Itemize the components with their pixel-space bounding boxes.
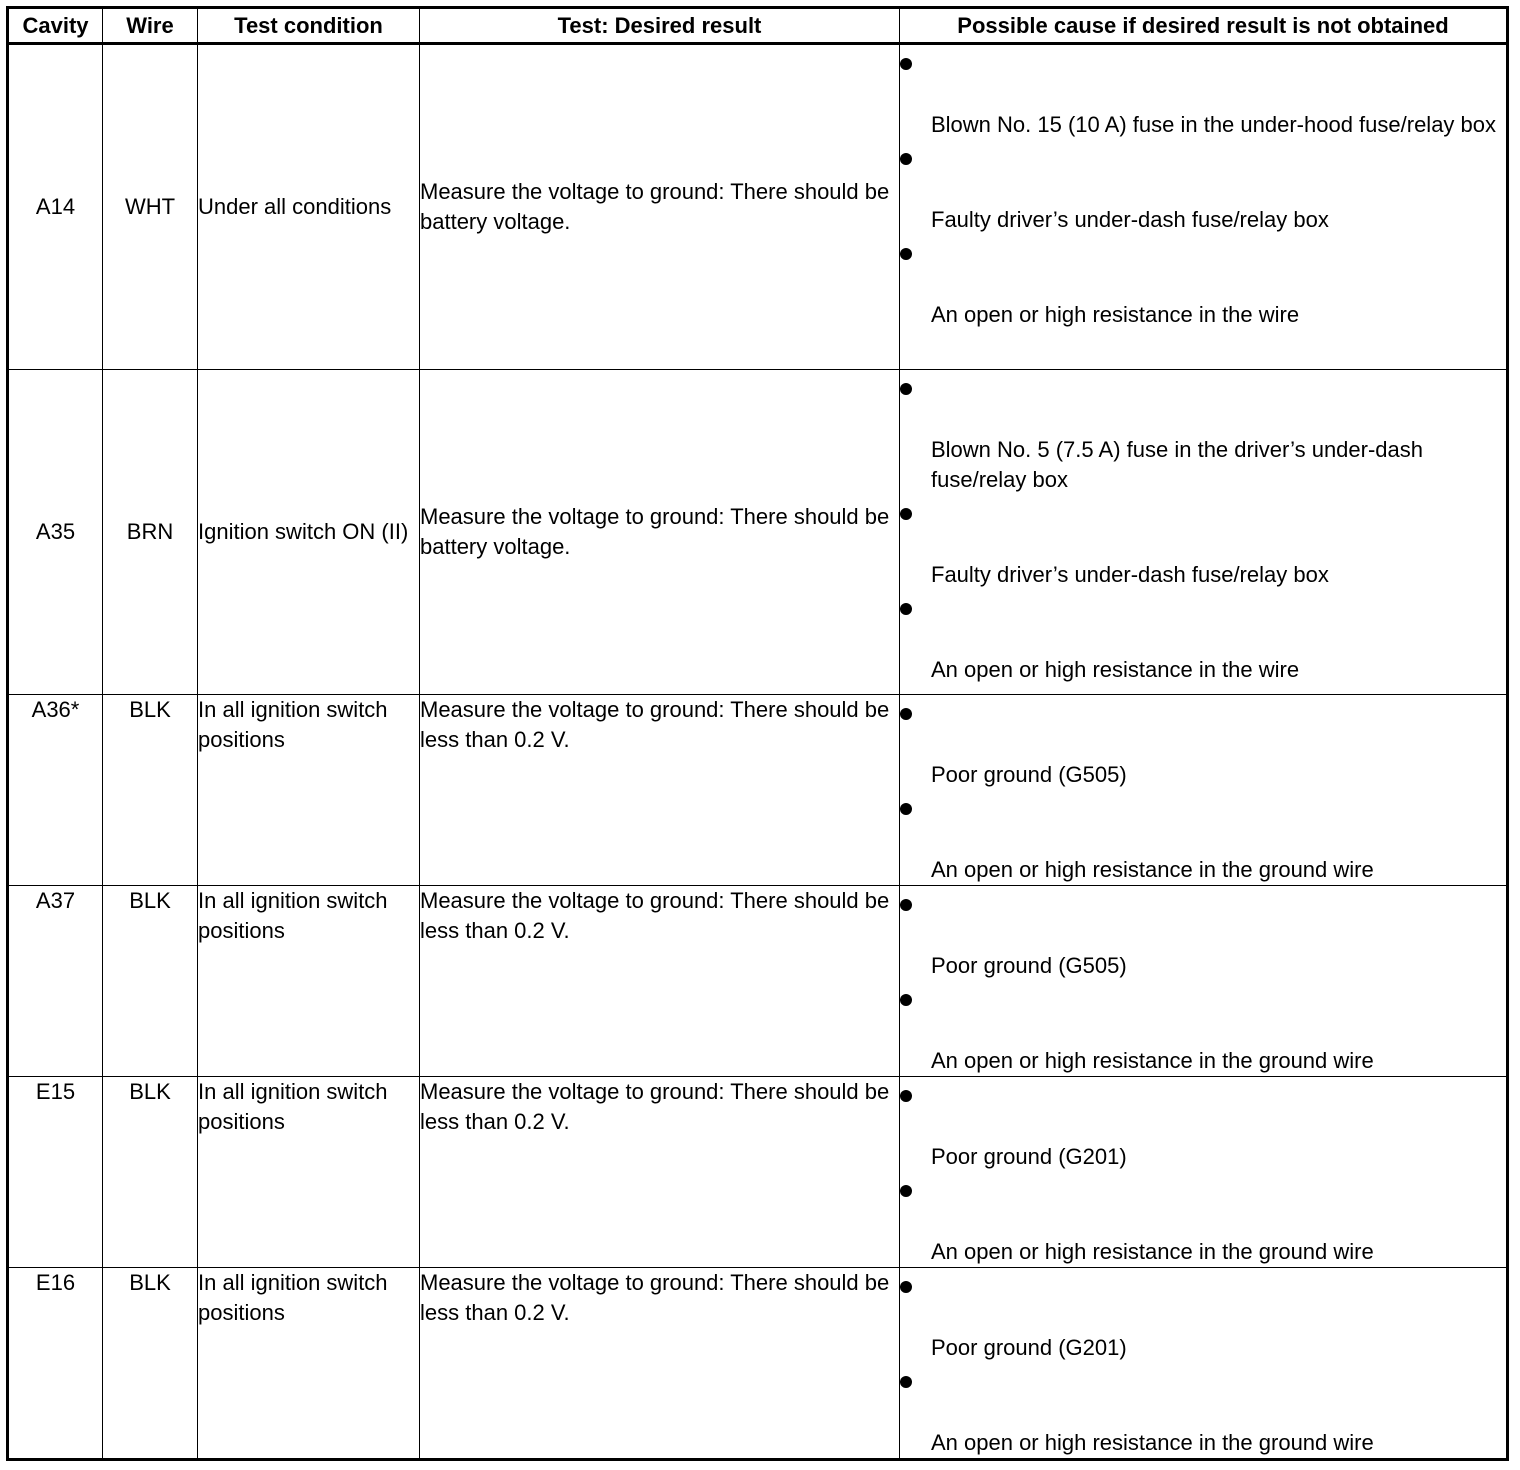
- bullet-icon: [900, 899, 912, 911]
- causes-cell: [900, 44, 1508, 370]
- cavity-cell: A37: [8, 886, 103, 1077]
- bullet-icon: [900, 1281, 912, 1293]
- cause-item: [900, 695, 1506, 790]
- bullet-icon: [900, 383, 912, 395]
- wire-cell: BLK: [103, 1268, 198, 1460]
- wire-cell: BLK: [103, 1077, 198, 1268]
- table-row: [8, 695, 1508, 886]
- header-wire: Wire: [103, 8, 198, 44]
- bullet-icon: [900, 58, 912, 70]
- cause-item: [900, 1363, 1506, 1458]
- causes-cell: [900, 695, 1508, 886]
- test-cell: Measure the voltage to ground: There should be battery voltage.: [420, 44, 900, 370]
- bullet-icon: [900, 803, 912, 815]
- wire-cell: BRN: [103, 370, 198, 695]
- cause-item: [900, 590, 1506, 685]
- test-cell: Measure the voltage to ground: There should be battery voltage.: [420, 370, 900, 695]
- bullet-icon: [900, 1185, 912, 1197]
- cause-item: [900, 235, 1506, 330]
- test-cell: Measure the voltage to ground: There should be less than 0.2 V.: [420, 695, 900, 886]
- table-row: [8, 886, 1508, 1077]
- condition-cell: In all ignition switch positions: [198, 695, 420, 886]
- cause-text: An open or high resistance in the ground wire: [931, 1048, 1374, 1073]
- condition-cell: In all ignition switch positions: [198, 1077, 420, 1268]
- cause-item: [900, 140, 1506, 235]
- wire-cell: BLK: [103, 695, 198, 886]
- test-cell: Measure the voltage to ground: There should be less than 0.2 V.: [420, 1268, 900, 1460]
- bullet-icon: [900, 1090, 912, 1102]
- table-row: [8, 44, 1508, 370]
- wire-cell: WHT: [103, 44, 198, 370]
- cause-item: [900, 1172, 1506, 1267]
- cause-item: [900, 1077, 1506, 1172]
- cause-item: [900, 981, 1506, 1076]
- cause-text: An open or high resistance in the ground wire: [931, 1239, 1374, 1264]
- header-row: [8, 8, 1508, 44]
- bullet-icon: [900, 248, 912, 260]
- cause-text: Faulty driver’s under-dash fuse/relay box: [931, 562, 1329, 587]
- bullet-icon: [900, 603, 912, 615]
- cause-text: Blown No. 15 (10 A) fuse in the under-hood fuse/relay box: [931, 112, 1497, 137]
- condition-cell: In all ignition switch positions: [198, 886, 420, 1077]
- wire-cell: BLK: [103, 886, 198, 1077]
- header-cavity: Cavity: [8, 8, 103, 44]
- causes-cell: [900, 886, 1508, 1077]
- cause-text: Poor ground (G201): [931, 1144, 1127, 1169]
- causes-cell: [900, 1268, 1508, 1460]
- cause-item: [900, 370, 1506, 495]
- bullet-icon: [900, 708, 912, 720]
- cause-item: [900, 790, 1506, 885]
- cause-item: [900, 886, 1506, 981]
- cause-text: Blown No. 5 (7.5 A) fuse in the driver’s under-dash fuse/relay box: [931, 437, 1424, 492]
- bullet-icon: [900, 508, 912, 520]
- cause-text: Poor ground (G505): [931, 762, 1127, 787]
- test-cell: Measure the voltage to ground: There should be less than 0.2 V.: [420, 1077, 900, 1268]
- cause-text: Poor ground (G505): [931, 953, 1127, 978]
- causes-cell: [900, 370, 1508, 695]
- table-row: [8, 1077, 1508, 1268]
- cause-text: An open or high resistance in the wire: [931, 302, 1300, 327]
- bullet-icon: [900, 1376, 912, 1388]
- condition-cell: Under all conditions: [198, 44, 420, 370]
- cause-text: An open or high resistance in the wire: [931, 657, 1300, 682]
- condition-cell: Ignition switch ON (II): [198, 370, 420, 695]
- cause-text: An open or high resistance in the ground wire: [931, 857, 1374, 882]
- header-possible-cause: Possible cause if desired result is not obtained: [900, 8, 1508, 44]
- cause-item: [900, 1268, 1506, 1363]
- diagnostic-table: [6, 6, 1509, 1461]
- bullet-icon: [900, 994, 912, 1006]
- cavity-cell: A35: [8, 370, 103, 695]
- cavity-cell: E16: [8, 1268, 103, 1460]
- table-row: [8, 1268, 1508, 1460]
- cause-item: [900, 495, 1506, 590]
- cause-text: Faulty driver’s under-dash fuse/relay box: [931, 207, 1329, 232]
- table-row: [8, 370, 1508, 695]
- cavity-cell: A36*: [8, 695, 103, 886]
- cavity-cell: E15: [8, 1077, 103, 1268]
- test-cell: Measure the voltage to ground: There should be less than 0.2 V.: [420, 886, 900, 1077]
- header-test-condition: Test condition: [198, 8, 420, 44]
- cause-item: [900, 45, 1506, 140]
- causes-cell: [900, 1077, 1508, 1268]
- cause-text: Poor ground (G201): [931, 1335, 1127, 1360]
- cavity-cell: A14: [8, 44, 103, 370]
- bullet-icon: [900, 153, 912, 165]
- cause-text: An open or high resistance in the ground wire: [931, 1430, 1374, 1455]
- condition-cell: In all ignition switch positions: [198, 1268, 420, 1460]
- header-test-desired-result: Test: Desired result: [420, 8, 900, 44]
